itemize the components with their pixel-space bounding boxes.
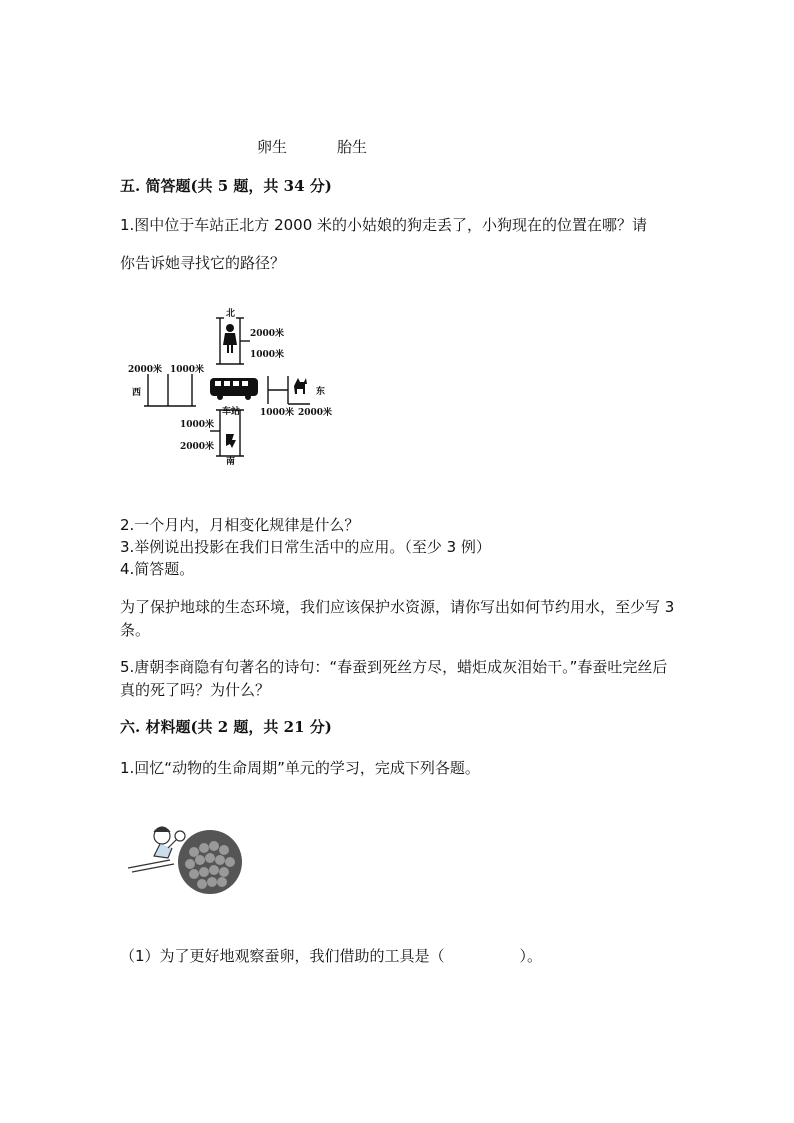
map-west-2000: 2000米 bbox=[128, 365, 163, 375]
map-east-1000: 1000米 bbox=[260, 408, 295, 418]
map-west-label: 西 bbox=[132, 388, 142, 398]
question-6-1: 1.回忆“动物的生命周期”单元的学习，完成下列各题。 bbox=[120, 759, 480, 777]
dog-icon bbox=[294, 378, 307, 394]
map-north-1000: 1000米 bbox=[250, 350, 285, 360]
silkworm-egg-illustration bbox=[122, 822, 252, 902]
map-station-label: 车站 bbox=[222, 407, 241, 417]
south-figure-icon bbox=[226, 434, 236, 448]
label-oviparous: 卵生 bbox=[257, 138, 288, 156]
question-5-1-line-1: 1.图中位于车站正北方 2000 米的小姑娘的狗走丢了，小狗现在的位置在哪？请 bbox=[120, 216, 648, 234]
question-5-2: 2.一个月内，月相变化规律是什么？ bbox=[120, 516, 360, 534]
silkworm-eggs-icon bbox=[178, 830, 242, 894]
map-east-label: 东 bbox=[316, 387, 326, 397]
direction-map-figure bbox=[120, 306, 350, 476]
map-south-1000: 1000米 bbox=[180, 420, 215, 430]
question-5-4: 4.简答题。 bbox=[120, 560, 195, 578]
map-south-label: 南 bbox=[226, 457, 236, 467]
boy-icon bbox=[128, 827, 185, 872]
question-5-3: 3.举例说出投影在我们日常生活中的应用。（至少 3 例） bbox=[120, 538, 491, 556]
question-5-4-text: 为了保护地球的生态环境，我们应该保护水资源，请你写出如何节约用水，至少写 3 条。 bbox=[120, 598, 675, 639]
bus-icon bbox=[210, 378, 258, 400]
question-6-1-sub-1: （1）为了更好地观察蚕卵，我们借助的工具是（ ）。 bbox=[120, 947, 543, 965]
map-north-2000: 2000米 bbox=[250, 329, 285, 339]
girl-icon bbox=[223, 324, 237, 353]
map-north-label: 北 bbox=[226, 309, 236, 319]
map-east-2000: 2000米 bbox=[298, 408, 333, 418]
map-south-2000: 2000米 bbox=[180, 442, 215, 452]
question-5-5-text: 5.唐朝李商隐有句著名的诗句：“春蚕到死丝方尽，蜡炬成灰泪始干。”春蚕吐完丝后真的死了吗？为什么？ bbox=[120, 658, 668, 699]
question-5-1-line-2: 你告诉她寻找它的路径？ bbox=[120, 254, 286, 272]
section-6-heading: 六. 材料题(共 2 题，共 21 分) bbox=[120, 718, 332, 736]
section-5-heading: 五. 简答题(共 5 题，共 34 分) bbox=[120, 177, 332, 195]
map-west-1000: 1000米 bbox=[170, 365, 205, 375]
label-viviparous: 胎生 bbox=[337, 138, 368, 156]
